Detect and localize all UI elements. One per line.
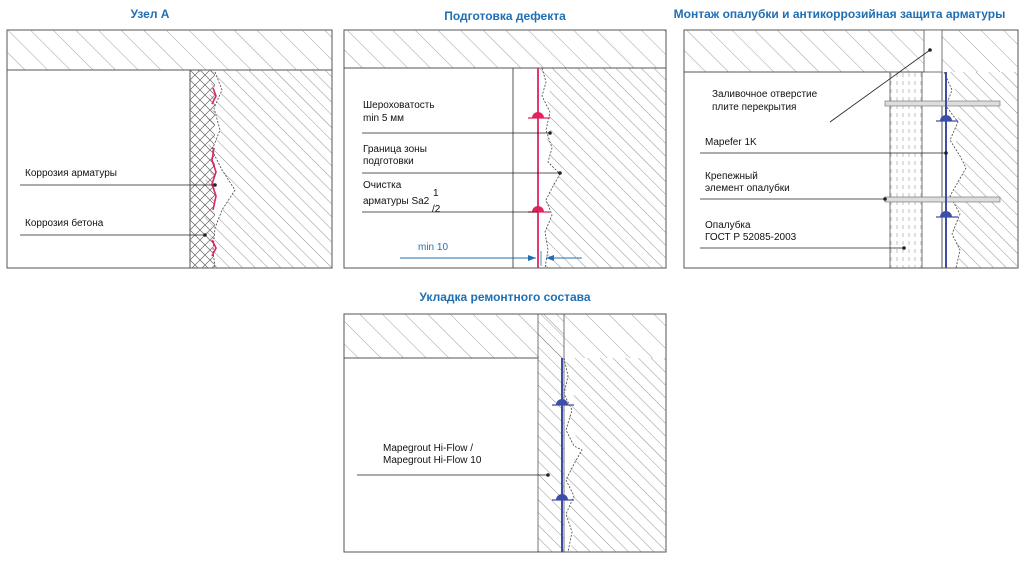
panel-repair xyxy=(344,314,666,552)
pouring-hole xyxy=(924,30,942,72)
fastener-rod xyxy=(885,197,1000,202)
corrosion-zone xyxy=(190,70,215,268)
leader-dot xyxy=(902,246,906,250)
fastener-rod xyxy=(885,101,1000,106)
panel-node-a xyxy=(7,30,332,268)
label-mapefer: Mapefer 1K xyxy=(705,137,757,148)
label-cleaning-sup: 1 xyxy=(433,188,439,199)
slab-hatch xyxy=(344,314,666,358)
column-concrete xyxy=(566,358,666,552)
label-boundary-2: подготовки xyxy=(363,156,414,167)
label-formwork: Опалубка xyxy=(705,220,751,231)
label-roughness-value: min 5 мм xyxy=(363,113,404,124)
label-formwork-standard: ГОСТ Р 52085-2003 xyxy=(705,232,797,243)
leader-dot xyxy=(928,48,932,52)
label-boundary: Граница зоны xyxy=(363,144,427,155)
leader-dot xyxy=(944,151,948,155)
leader-dot xyxy=(548,131,552,135)
label-rebar-corrosion: Коррозия арматуры xyxy=(25,168,117,179)
label-fastener-2: элемент опалубки xyxy=(705,183,790,194)
panel-title-formwork: Монтаж опалубки и антикоррозийная защита арматуры xyxy=(673,7,1006,21)
leader-dot xyxy=(558,171,562,175)
label-pouring-hole: Заливочное отверстие xyxy=(712,89,818,100)
leader-dot xyxy=(203,233,207,237)
panel-defect-prep xyxy=(344,30,666,268)
repair-mortar xyxy=(538,314,564,552)
label-fastener: Крепежный xyxy=(705,171,758,182)
label-cleaning-2: арматуры Sa2 xyxy=(363,196,430,207)
panel-title-repair: Укладка ремонтного состава xyxy=(419,290,591,304)
slab-hatch xyxy=(344,30,666,68)
label-pouring-hole-2: плите перекрытия xyxy=(712,102,797,113)
slab-hatch xyxy=(7,30,332,70)
panel-title-defect-prep: Подготовка дефекта xyxy=(444,9,566,23)
label-product: Mapegrout Hi-Flow / xyxy=(383,443,474,454)
leader-dot xyxy=(213,183,217,187)
label-dimension: min 10 xyxy=(418,242,449,253)
slab-hatch xyxy=(684,30,1018,72)
label-product-2: Mapegrout Hi-Flow 10 xyxy=(383,455,482,466)
label-roughness: Шероховатость xyxy=(363,100,435,111)
leader-dot xyxy=(883,197,887,201)
column-concrete xyxy=(540,68,666,268)
panel-title-node-a: Узел A xyxy=(130,7,170,21)
label-cleaning: Очистка xyxy=(363,180,402,191)
label-cleaning-sub: /2 xyxy=(432,204,441,215)
label-concrete-corrosion: Коррозия бетона xyxy=(25,218,104,229)
leader-dot xyxy=(546,473,550,477)
panel-formwork xyxy=(684,30,1018,268)
